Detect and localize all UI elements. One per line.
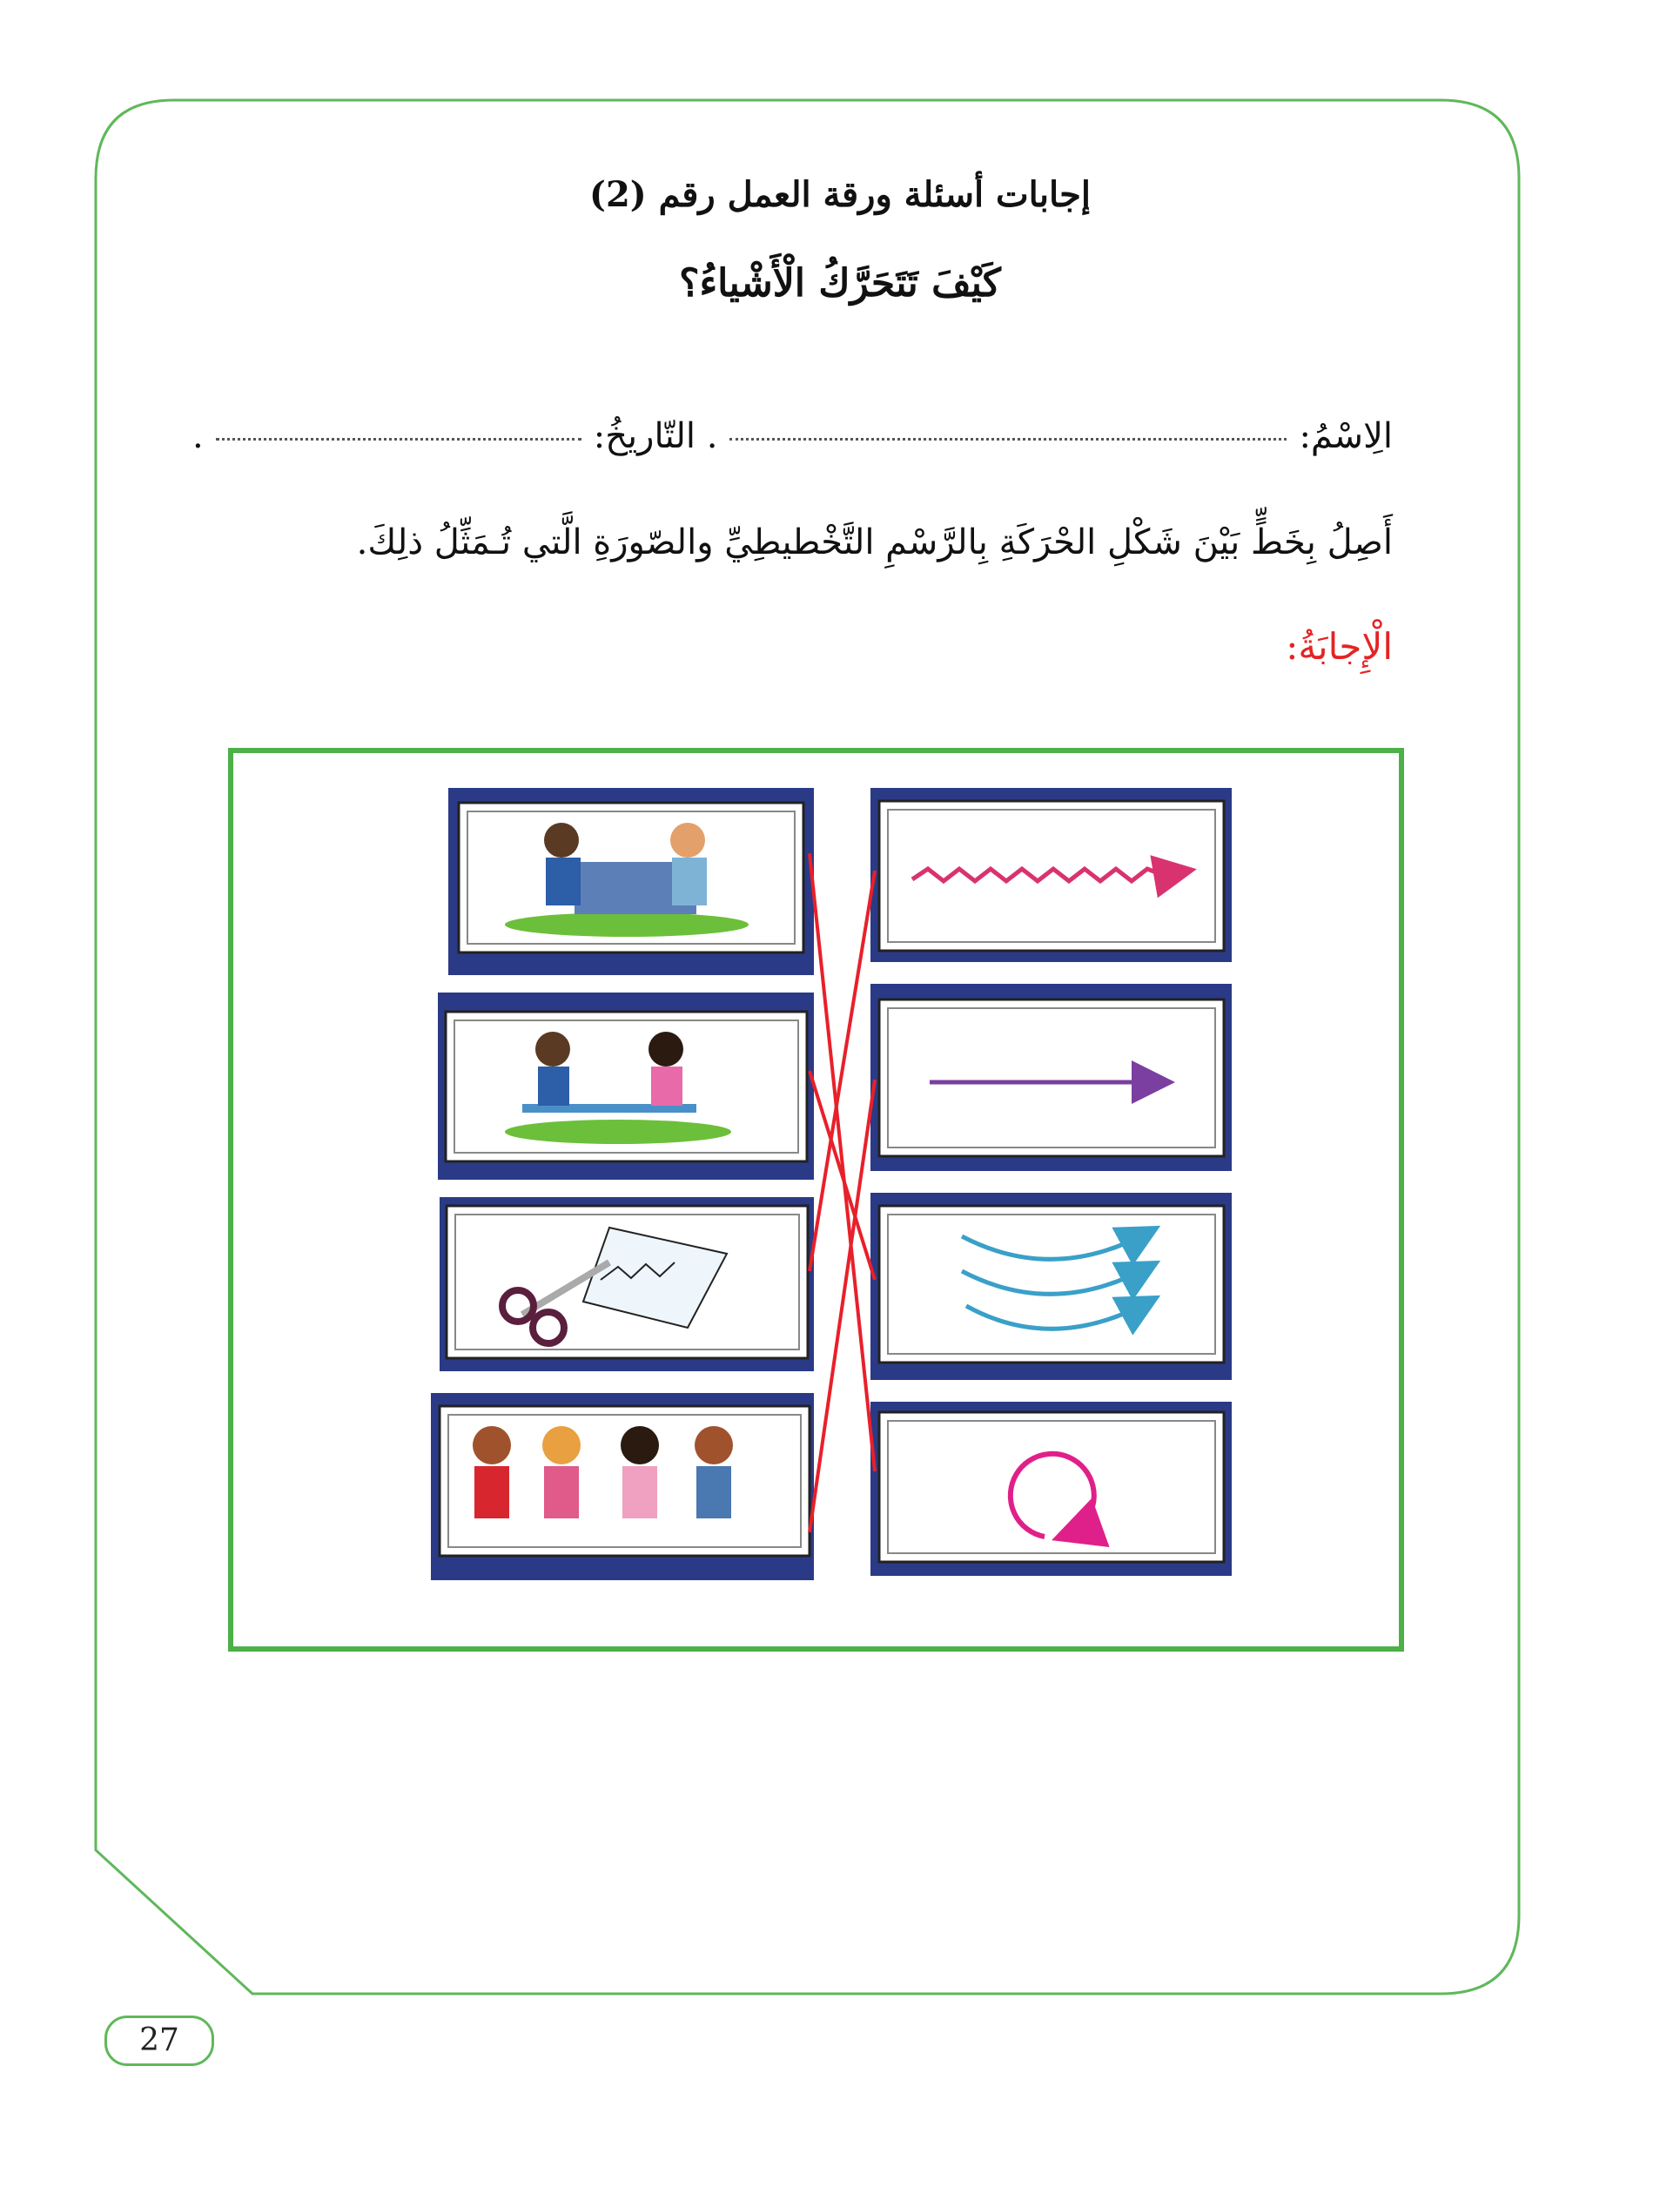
name-label: الِاسْمُ: (1299, 416, 1393, 456)
match-line-1 (810, 853, 875, 1471)
page-number: 27 (104, 2016, 214, 2066)
picture-card-3[interactable] (440, 1197, 814, 1371)
answer-label: الْإِجابَةُ: (1286, 625, 1393, 668)
match-line-2 (810, 1071, 875, 1280)
picture-card-4[interactable] (431, 1393, 814, 1580)
diagram-card-3[interactable] (870, 1193, 1232, 1380)
instruction-text: أَصِلُ بِخَطٍّ بَيْنَ شَكْلِ الحْرَكَةِ بِالرَّسْمِ التَّخْطيطِيِّ والصّورَةِ الَّتي تُـمَثِّلُ ذلِكَ. (356, 522, 1393, 562)
lesson-title: كَيْفَ تَتَحَرَّكُ الْأَشْياءُ؟ (679, 261, 1001, 306)
picture-card-2[interactable] (438, 993, 814, 1180)
diagram-card-2[interactable] (870, 984, 1232, 1171)
diagram-card-1[interactable] (870, 788, 1232, 962)
date-label: . التّاريخُ: (593, 416, 718, 456)
diagram-card-4[interactable] (870, 1402, 1232, 1576)
end-dot: . (192, 416, 204, 456)
picture-card-1[interactable] (448, 788, 814, 975)
worksheet-title: إجابات أسئلة ورقة العمل رقم (2) (589, 174, 1091, 215)
match-lines (810, 853, 875, 1532)
